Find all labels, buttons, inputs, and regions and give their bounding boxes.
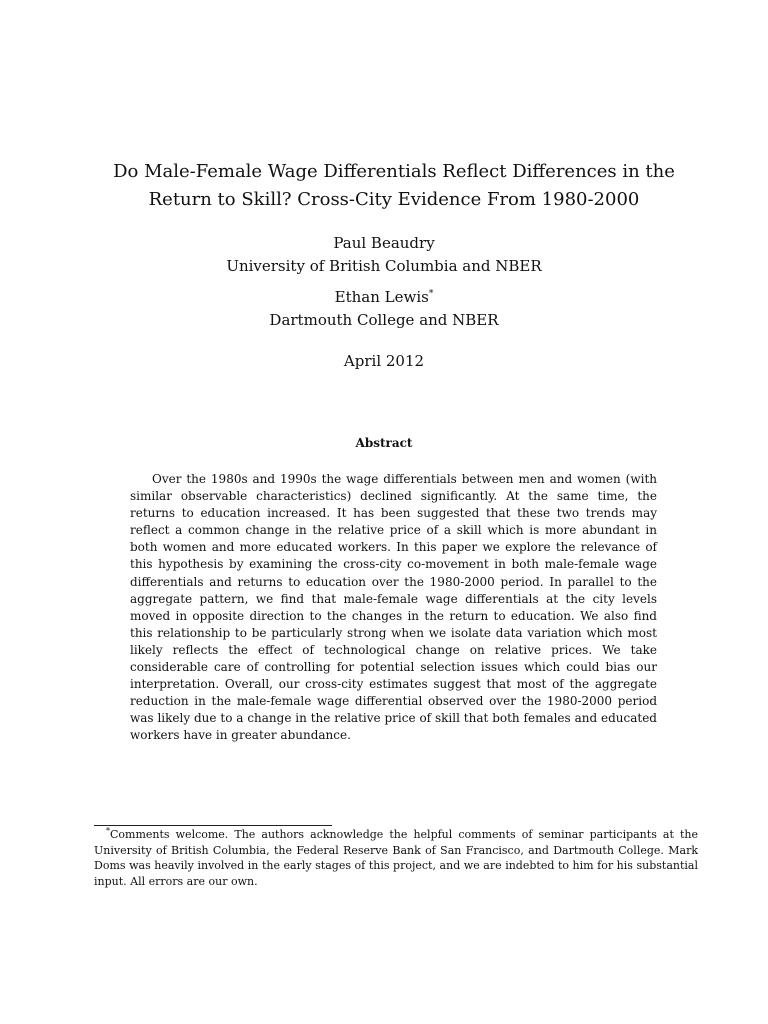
footnote-mark: * — [106, 826, 110, 836]
author-name-text: Paul Beaudry — [333, 234, 435, 252]
author-name — [0, 232, 768, 255]
paper-title: Do Male-Female Wage Differentials Reflect Differences in the Return to Skill? Cross-City Evidence From 1980-2000 — [113, 161, 675, 211]
author-block-1 — [0, 232, 768, 278]
author-block-2 — [0, 286, 768, 332]
author-affiliation: University of British Columbia and NBER — [226, 257, 542, 275]
abstract-body: Over the 1980s and 1990s the wage differentials between men and women (with similar observable characteristics) declined significantly. At the same time, the returns to education increased. It has been suggested that these two trends may reflect a common change in the relative price of a skill which is more abundant in both women and more educated workers. In this paper we explore the relevance of this hypothesis by examining the cross-city co-movement in both male-female wage differentials and returns to education over the 1980-2000 period. In parallel to the aggregate pattern, we find that male-female wage differentials at the city levels moved in opposite direction to the changes in the return to education. We also find this relationship to be particularly strong when we isolate data variation which most likely reflects the effect of technological change on relative prices. We take considerable care of controlling for potential selection issues which could bias our interpretation. Overall, our cross-city estimates suggest that most of the aggregate reduction in the male-female wage differential observed over the 1980-2000 period was likely due to a change in the relative price of skill that both females and educated workers have in greater abundance. — [130, 472, 657, 743]
abstract-heading: Abstract — [355, 436, 413, 450]
footnote — [94, 827, 698, 889]
footnote-text: Comments welcome. The authors acknowledge the helpful comments of seminar participants at the University of British Columbia, the Federal Reserve Bank of San Francisco, and Dartmouth College. Mark Doms was heavily involved in the early stages of this project, and we are indebted to him for his substantial input. All errors are our own. — [94, 828, 698, 888]
paper-date: April 2012 — [343, 352, 425, 370]
author-name-text: Ethan Lewis — [334, 288, 429, 306]
author-footnote-mark: * — [428, 289, 434, 299]
author-name — [0, 286, 768, 309]
author-affiliation: Dartmouth College and NBER — [269, 311, 499, 329]
footnote-rule — [94, 825, 332, 826]
